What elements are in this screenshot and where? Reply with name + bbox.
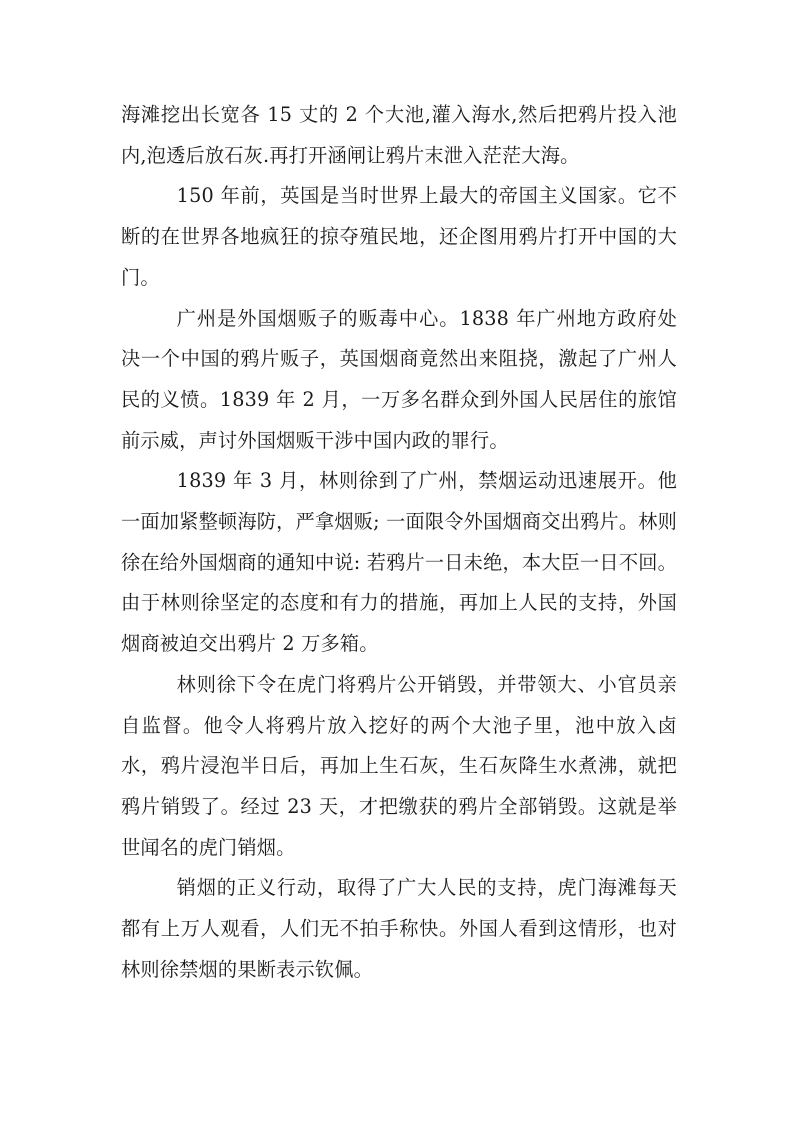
paragraph-britain-opium: 150 年前，英国是当时世界上最大的帝国主义国家。它不断的在世界各地疯狂的掠夺殖民地，还企图用鸦片打开中国的大门。 xyxy=(121,184,677,289)
paragraph-continued: 海滩挖出长宽各 15 丈的 2 个大池,灌入海水,然后把鸦片投入池内,泡透后放石灰.再打开涵闸让鸦片末泄入茫茫大海。 xyxy=(121,103,677,167)
paragraph-public-support: 销烟的正义行动，取得了广大人民的支持，虎门海滩每天都有上万人观看，人们无不拍手称快。外国人看到这情形，也对林则徐禁烟的果断表示钦佩。 xyxy=(121,876,677,981)
body-text xyxy=(121,95,677,990)
paragraph-humen-destruction: 林则徐下令在虎门将鸦片公开销毁，并带领大、小官员亲自监督。他令人将鸦片放入挖好的两个大池子里，池中放入卤水，鸦片浸泡半日后，再加上生石灰，生石灰降生水煮沸，就把鸦片销毁了。经过 23 天，才把缴获的鸦片全部销毁。这就是举世闻名的虎门销烟。 xyxy=(121,672,677,859)
paragraph-guangzhou-protest: 广州是外国烟贩子的贩毒中心。1838 年广州地方政府处决一个中国的鸦片贩子，英国烟商竟然出来阻挠，激起了广州人民的义愤。1839 年 2 月，一万多名群众到外国人民居住的旅馆前示威，声讨外国烟贩干涉中国内政的罪行。 xyxy=(121,306,677,452)
paragraph-lin-zexu-arrival: 1839 年 3 月，林则徐到了广州，禁烟运动迅速展开。他一面加紧整顿海防，严拿烟贩; 一面限令外国烟商交出鸦片。林则徐在给外国烟商的通知中说: 若鸦片一日未绝，本大臣一日不回。由于林则徐坚定的态度和有力的措施，再加上人民的支持，外国烟商被迫交出鸦片 2 万多箱。 xyxy=(121,469,677,656)
